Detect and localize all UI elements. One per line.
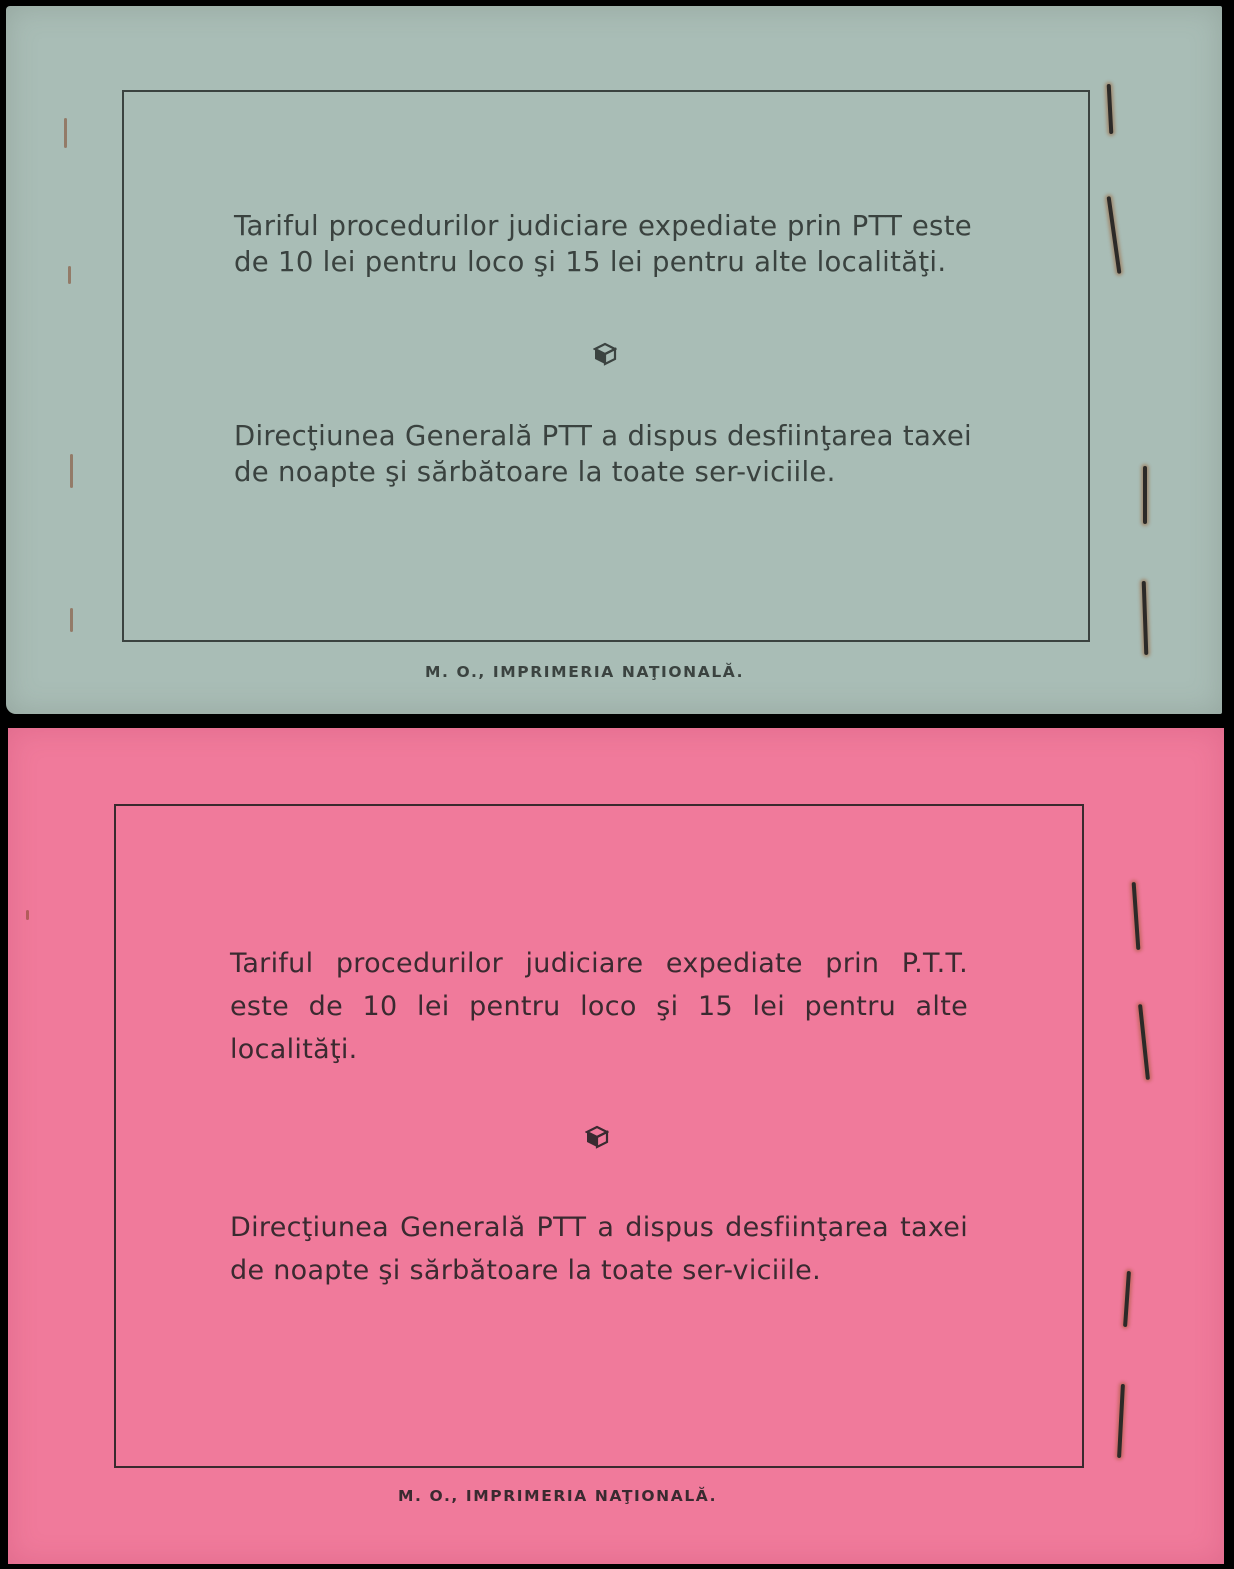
rust-mark (70, 608, 73, 632)
staple (1107, 84, 1114, 134)
staple (1142, 581, 1149, 655)
printer-imprint: M. O., IMPRIMERIA NAŢIONALĂ. (425, 663, 745, 681)
tariff-paragraph: Tariful procedurilor judiciare expediate prin P.T.T. este de 10 lei pentru loco şi 15 lei pentru alte localităţi. (230, 948, 968, 1065)
staple (1107, 196, 1122, 274)
staple (1123, 1271, 1131, 1327)
cube-ornament-icon (585, 1125, 609, 1149)
staple (1138, 1004, 1150, 1080)
booklet-cover-blue (6, 6, 1222, 714)
rust-mark (70, 454, 73, 488)
staple (1143, 466, 1147, 524)
night-fee-paragraph: Direcţiunea Generală PTT a dispus desfiinţarea taxei de noapte şi sărbătoare la toate ser-viciile. (230, 1212, 968, 1286)
rust-mark (64, 118, 67, 148)
cube-ornament-icon (593, 342, 617, 366)
printer-imprint: M. O., IMPRIMERIA NAŢIONALĂ. (398, 1487, 718, 1505)
staple (1117, 1384, 1125, 1458)
tariff-paragraph: Tariful procedurilor judiciare expediate prin PTT este de 10 lei pentru loco şi 15 lei pentru alte localităţi. (234, 210, 972, 278)
staple (1132, 882, 1141, 950)
rust-mark (26, 910, 29, 920)
night-fee-paragraph: Direcţiunea Generală PTT a dispus desfiinţarea taxei de noapte şi sărbătoare la toate ser-viciile. (234, 420, 972, 488)
rust-mark (68, 266, 71, 284)
booklet-cover-pink (8, 728, 1224, 1564)
cover-frame (122, 90, 1090, 642)
